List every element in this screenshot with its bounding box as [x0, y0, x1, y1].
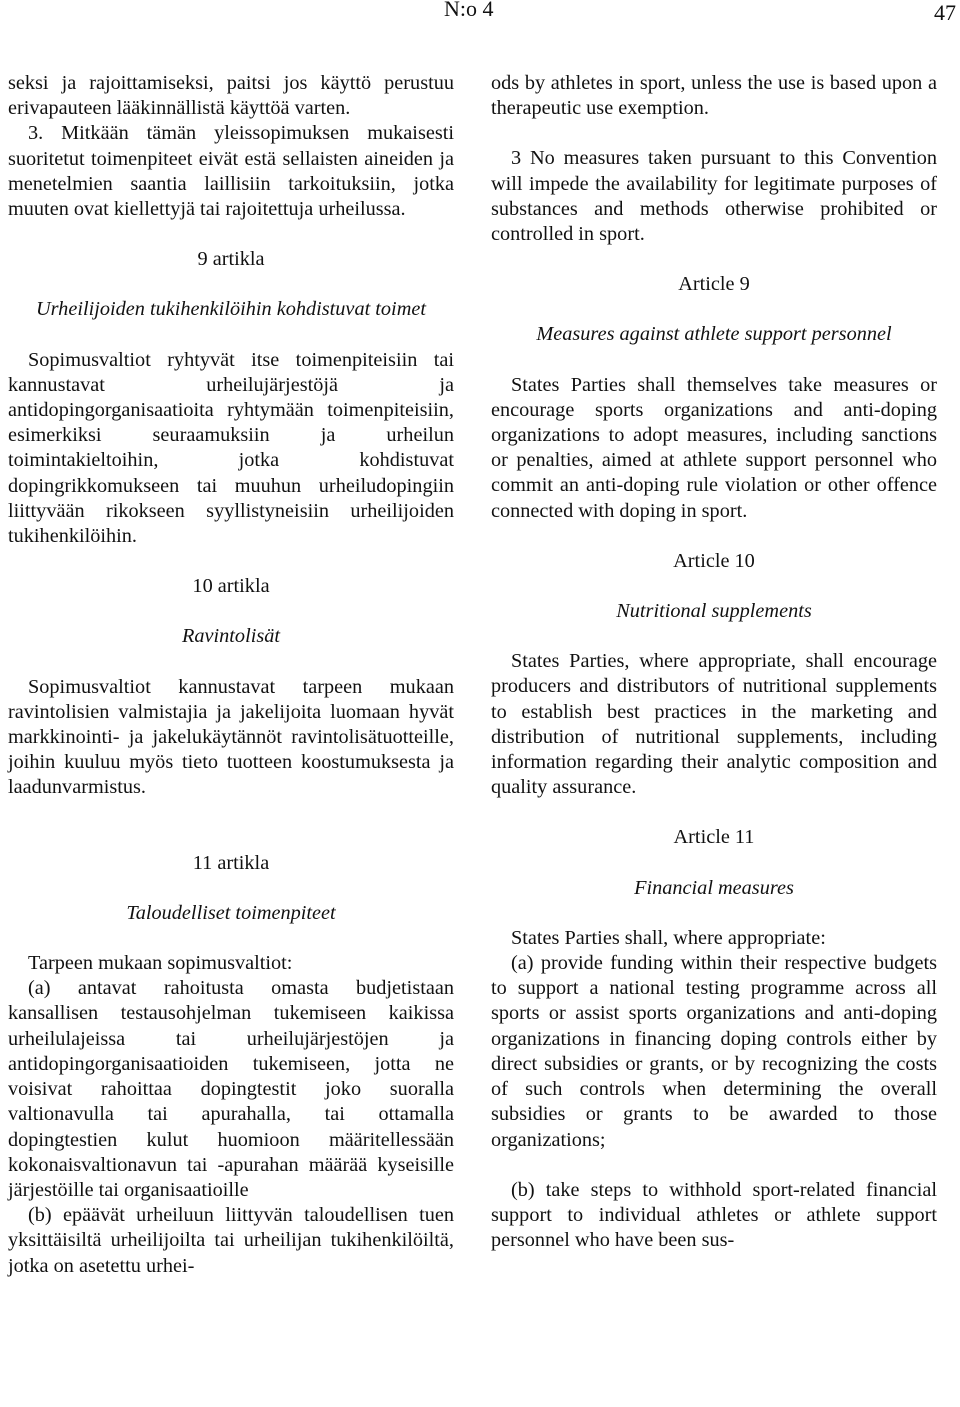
intro-continuation: seksi ja rajoittamiseksi, paitsi jos käyttö perustuu erivapauteen lääkinnällistä käyttöä varten.	[8, 72, 454, 120]
page-number: 47	[934, 0, 956, 25]
article-11-title: Taloudelliset toimenpiteet	[126, 901, 336, 924]
english-column	[491, 71, 937, 1253]
article-11-lead: States Parties shall, where appropriate:	[511, 926, 826, 949]
article-11-item-b: (b) take steps to withhold sport-related financial support to individual athletes or athlete support personnel who have been sus-	[491, 1178, 937, 1252]
article-11-lead: Tarpeen mukaan sopimusvaltiot:	[28, 952, 293, 975]
page-header	[0, 0, 960, 40]
article-11-item-a: (a) antavat rahoitusta omasta budjetistaan kansallisen testausohjelman tukemiseen kaikissa urheilulajeissa tai urheilujärjestöjen ja antidopingorganisaatioiden tukemiseen, jotta ne voisivat rahoittaa dopingtestit joko suoralla valtionavulla tai apurahalla, tai ottamalla dopingtestien kulut huomioon määritellessään kokonaisvaltionavun tai -apurahan määrää kyseisille järjestöille tai organisaatioille	[8, 977, 454, 1201]
article-11-heading: 11 artikla	[192, 851, 270, 874]
issue-number: N:o 4	[444, 0, 494, 21]
paragraph-3: 3 No measures taken pursuant to this Convention will impede the availability for legitimate purposes of substances and methods otherwise prohibited or controlled in sport.	[491, 147, 937, 246]
article-10-body: Sopimusvaltiot kannustavat tarpeen mukaan ravintolisien valmistajia ja jakelijoita luomaan hyvät markkinointi- ja jakelukäytännöt ravintolisätuotteille, joihin kuuluu myös tieto tuotteen koostumuksesta ja laadunvarmistus.	[8, 675, 454, 799]
finnish-column	[8, 71, 454, 1279]
article-9-body: States Parties shall themselves take measures or encourage sports organizations and anti-doping organizations to adopt measures, including sanctions or penalties, aimed at athlete support personnel who commit an anti-doping rule violation or other offence connected with doping in sport.	[491, 373, 937, 522]
article-9-heading: Article 9	[678, 273, 750, 296]
article-10-heading: 10 artikla	[192, 575, 270, 598]
article-11-heading: Article 11	[673, 826, 755, 849]
article-11-title: Financial measures	[634, 876, 794, 899]
article-9-title: Urheilijoiden tukihenkilöihin kohdistuvat toimet	[36, 298, 426, 321]
article-10-heading: Article 10	[673, 549, 755, 572]
article-9-heading: 9 artikla	[197, 248, 265, 271]
article-9-title: Measures against athlete support personnel	[536, 323, 892, 346]
article-11-item-a: (a) provide funding within their respective budgets to support a national testing programme across all sports or assist sports organizations and anti-doping organizations in financing doping controls either by direct subsidies or grants, or by recognizing the costs of such controls when determining the overall subsidies or grants to be awarded to those organizations;	[491, 952, 937, 1151]
article-10-title: Ravintolisät	[181, 625, 281, 648]
article-10-title: Nutritional supplements	[616, 600, 812, 623]
article-11-item-b: (b) epäävät urheiluun liittyvän taloudellisen tuen yksittäisiltä urheilijoilta tai urheilijan tukihenkilöiltä, jotka on asetettu urhei-	[8, 1204, 454, 1277]
intro-continuation: ods by athletes in sport, unless the use is based upon a therapeutic use exemption.	[491, 72, 937, 120]
article-10-body: States Parties, where appropriate, shall encourage producers and distributors of nutritional supplements to establish best practices in the marketing and distribution of nutritional supplements, including information regarding their analytic composition and quality assurance.	[491, 650, 937, 799]
paragraph-3: 3. Mitkään tämän yleissopimuksen mukaisesti suoritetut toimenpiteet eivät estä sellaisten aineiden ja menetelmien saantia laillisiin tarkoituksiin, jotka muuten ovat kiellettyjä tai rajoitettuja urheilussa.	[8, 122, 454, 221]
article-9-body: Sopimusvaltiot ryhtyvät itse toimenpiteisiin tai kannustavat urheilujärjestöjä ja antidopingorganisaatioita ryhtymään toimenpiteisiin, esimerkiksi seuraamuksiin ja urheilun toimintakieltoihin, jotka kohdistuvat dopingrikkomukseen tai muuhun urheiludopingiin liittyvään rikokseen syyllistyneisiin urheilijoiden tukihenkilöihin.	[8, 348, 454, 548]
